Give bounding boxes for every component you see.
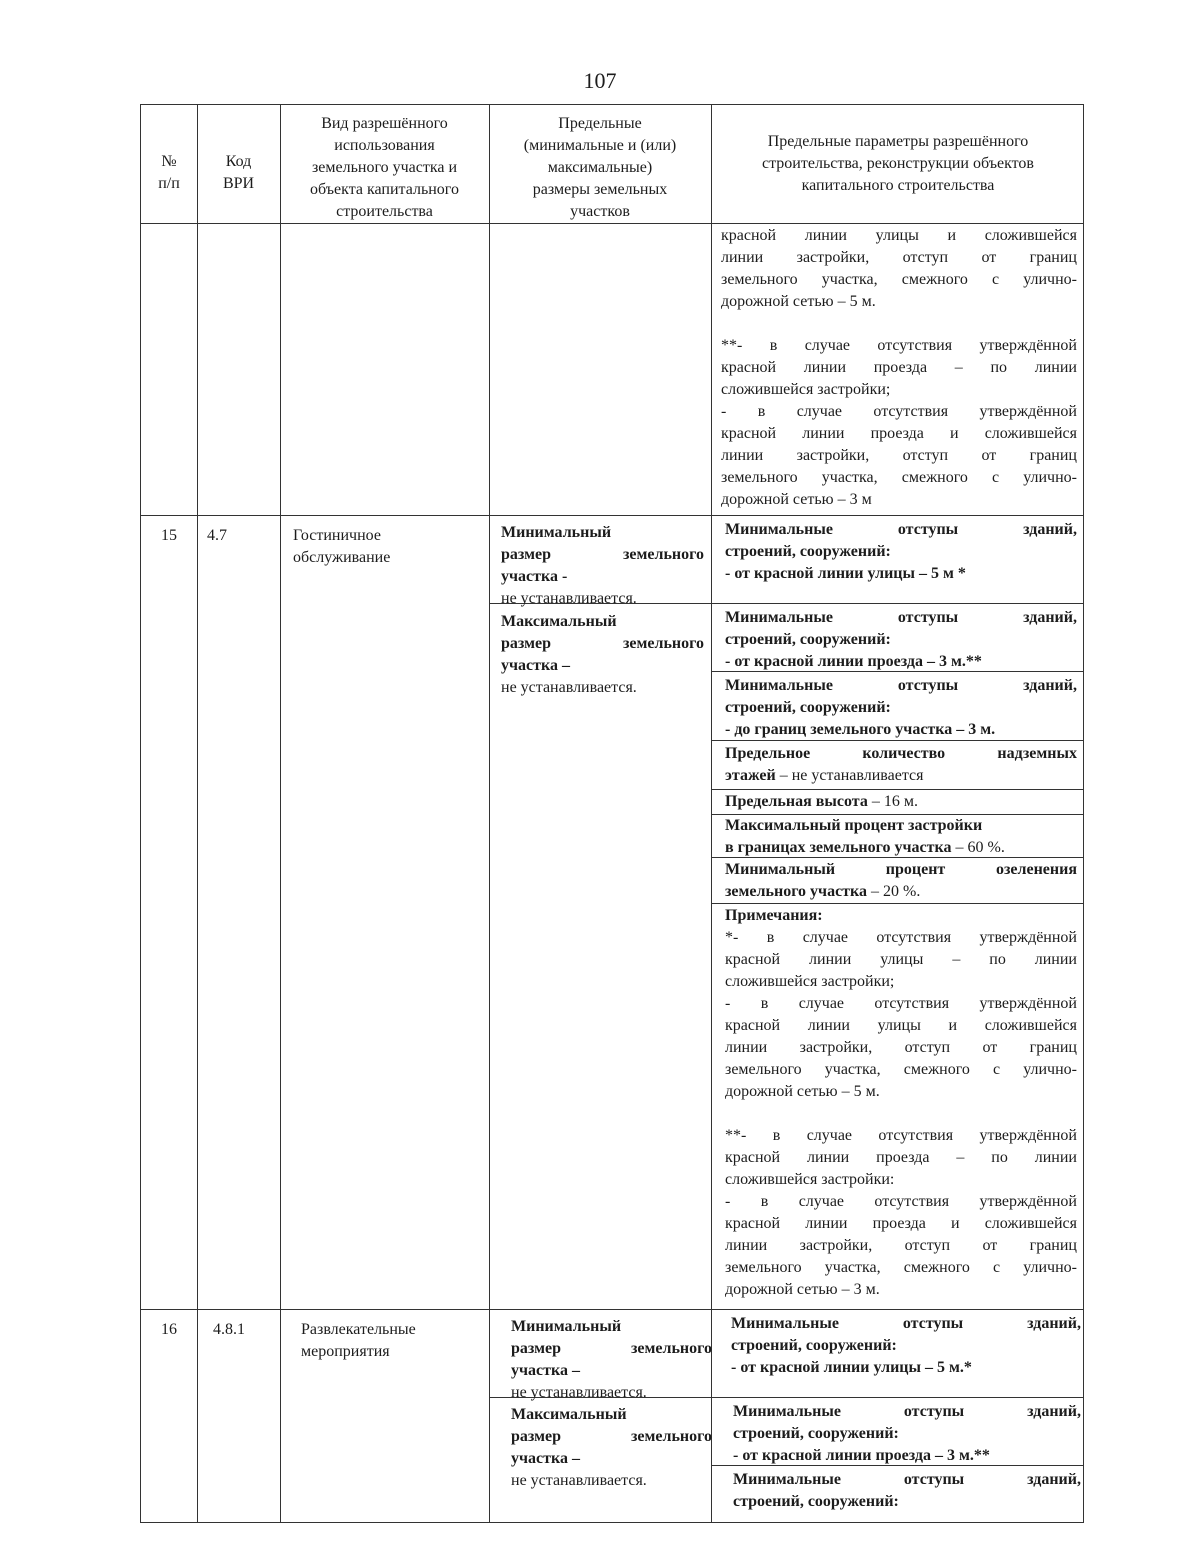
text-line: красной линии проезда – по линии bbox=[725, 1149, 1077, 1166]
row16-param-boundary-setback bbox=[733, 1469, 1081, 1513]
text-line: Гостиничное bbox=[293, 527, 381, 544]
row15-notes bbox=[725, 905, 1077, 1301]
text-line: земельного участка, смежного с улично- bbox=[725, 1259, 1077, 1276]
text-line: **- в случае отсутствия утверждённой bbox=[725, 1127, 1077, 1144]
header-text: ВРИ bbox=[222, 175, 255, 192]
text-line: *- в случае отсутствия утверждённой bbox=[725, 929, 1077, 946]
text-value: – 20 %. bbox=[867, 883, 921, 900]
row15-param-street-setback bbox=[725, 519, 1077, 585]
text-line: Минимальный bbox=[511, 1318, 622, 1335]
text-line: - в случае отсутствия утверждённой bbox=[725, 995, 1077, 1012]
text-line: - в случае отсутствия утверждённой bbox=[725, 1193, 1077, 1210]
text-line: **- в случае отсутствия утверждённой bbox=[721, 337, 1077, 354]
row-separator bbox=[141, 1309, 1083, 1310]
cell-separator bbox=[711, 903, 1083, 904]
row16-code: 4.8.1 bbox=[213, 1321, 245, 1338]
text-line: красной линии проезда – по линии bbox=[721, 359, 1077, 376]
text-line: земельного участка, смежного с улично- bbox=[725, 1061, 1077, 1078]
row15-param-min-greenery bbox=[725, 859, 1077, 903]
row15-param-driveway-setback bbox=[725, 607, 1077, 673]
row15-type bbox=[293, 525, 483, 569]
header-text: Код bbox=[225, 153, 252, 170]
header-text: (минимальные и (или) bbox=[523, 137, 677, 154]
text-line: - от красной линии улицы – 5 м * bbox=[725, 565, 966, 582]
text-line: красной линии улицы и сложившейся bbox=[721, 227, 1077, 244]
text-line: мероприятия bbox=[301, 1343, 390, 1360]
text-line: Минимальные отступы зданий, bbox=[731, 1315, 1081, 1332]
header-text: капитального строительства bbox=[801, 177, 995, 194]
text-line: не устанавливается. bbox=[511, 1384, 647, 1401]
text-line: линии застройки, отступ от границ bbox=[725, 1039, 1077, 1056]
text-line: - в случае отсутствия утверждённой bbox=[721, 403, 1077, 420]
text-line: - от красной линии проезда – 3 м.** bbox=[725, 653, 982, 670]
text-line: не устанавливается. bbox=[501, 590, 637, 607]
text-line: участка – bbox=[501, 657, 570, 674]
row15-param-floors bbox=[725, 743, 1077, 787]
row16-param-driveway-setback bbox=[733, 1401, 1081, 1467]
continuation-params bbox=[721, 225, 1077, 511]
notes-title: Примечания: bbox=[725, 907, 823, 924]
text-line: дорожной сетью – 5 м. bbox=[721, 293, 876, 310]
header-text: Вид разрешённого bbox=[321, 115, 448, 132]
header-num bbox=[141, 151, 197, 195]
text-line: линии застройки, отступ от границ bbox=[725, 1237, 1077, 1254]
header-separator bbox=[141, 223, 1083, 224]
text-line: обслуживание bbox=[293, 549, 391, 566]
text-line: строений, сооружений: bbox=[725, 699, 891, 716]
cell-separator bbox=[711, 789, 1083, 790]
header-text: п/п bbox=[158, 175, 180, 192]
text-line: - от красной линии проезда – 3 м.** bbox=[733, 1447, 990, 1464]
text-line: линии застройки, отступ от границ bbox=[721, 447, 1077, 464]
text-line: строений, сооружений: bbox=[733, 1425, 899, 1442]
header-code bbox=[197, 151, 280, 195]
text-line: размер земельного bbox=[511, 1340, 712, 1357]
header-text: строительства bbox=[336, 203, 433, 220]
row16-type bbox=[301, 1319, 485, 1363]
text-bold: Предельная высота bbox=[725, 793, 868, 810]
row-separator bbox=[141, 515, 1083, 516]
text-line: сложившейся застройки; bbox=[725, 973, 895, 990]
text-line: Предельное количество надземных bbox=[725, 745, 1077, 762]
text-line: красной линии улицы – по линии bbox=[725, 951, 1077, 968]
text-line: Максимальный bbox=[511, 1406, 627, 1423]
row15-param-height bbox=[725, 791, 1077, 813]
header-text: № bbox=[161, 153, 177, 170]
text-line: земельного участка, смежного с улично- bbox=[721, 469, 1077, 486]
text-line: Максимальный процент застройки bbox=[725, 817, 983, 834]
header-text: использования bbox=[334, 137, 435, 154]
header-text: строительства, реконструкции объектов bbox=[762, 155, 1034, 172]
page-number: 107 bbox=[583, 68, 617, 93]
text-line: - до границ земельного участка – 3 м. bbox=[725, 721, 996, 738]
text-line: Минимальные отступы зданий, bbox=[725, 521, 1077, 538]
header-params bbox=[711, 131, 1085, 197]
text-line: Минимальный процент озеленения bbox=[725, 861, 1077, 878]
text-line: Максимальный bbox=[501, 613, 617, 630]
text-line: строений, сооружений: bbox=[731, 1337, 897, 1354]
text-line: строений, сооружений: bbox=[725, 631, 891, 648]
text-line: не устанавливается. bbox=[501, 679, 637, 696]
header-text: объекта капитального bbox=[310, 181, 459, 198]
row15-num: 15 bbox=[161, 527, 177, 544]
text-line: Минимальные отступы зданий, bbox=[733, 1403, 1081, 1420]
text-line: не устанавливается. bbox=[511, 1472, 647, 1489]
header-type bbox=[280, 113, 489, 223]
text-line: красной линии улицы и сложившейся bbox=[725, 1017, 1077, 1034]
header-text: земельного участка и bbox=[311, 159, 458, 176]
text-value: – 16 м. bbox=[867, 793, 918, 810]
header-size bbox=[489, 113, 711, 223]
row16-num: 16 bbox=[161, 1321, 177, 1338]
text-line: строений, сооружений: bbox=[725, 543, 891, 560]
row15-param-boundary-setback bbox=[725, 675, 1077, 741]
text-line: - от красной линии улицы – 5 м.* bbox=[731, 1359, 972, 1376]
text-line: Развлекательные bbox=[301, 1321, 416, 1338]
text-line: сложившейся застройки: bbox=[725, 1171, 895, 1188]
regulations-table bbox=[140, 104, 1084, 1523]
header-text: максимальные) bbox=[547, 159, 653, 176]
text-line: размер земельного bbox=[501, 546, 704, 563]
text-line: линии застройки, отступ от границ bbox=[721, 249, 1077, 266]
row15-min-size bbox=[501, 522, 704, 610]
text-line: строений, сооружений: bbox=[733, 1493, 899, 1510]
text-line: красной линии проезда и сложившейся bbox=[725, 1215, 1077, 1232]
text-line: красной линии проезда и сложившейся bbox=[721, 425, 1077, 442]
row15-param-max-coverage bbox=[725, 815, 1077, 859]
row15-code: 4.7 bbox=[207, 527, 227, 544]
text-line: размер земельного bbox=[511, 1428, 712, 1445]
text-line: Минимальные отступы зданий, bbox=[725, 609, 1077, 626]
text-line: Минимальные отступы зданий, bbox=[725, 677, 1077, 694]
row15-max-size bbox=[501, 611, 704, 699]
text-line: дорожной сетью – 3 м. bbox=[725, 1281, 880, 1298]
text-line: Минимальный bbox=[501, 524, 612, 541]
text-line: участка – bbox=[511, 1362, 580, 1379]
text-value: – 60 %. bbox=[951, 839, 1005, 856]
header-text: участков bbox=[570, 203, 630, 220]
text-bold: земельного участка bbox=[725, 883, 868, 900]
header-text: Предельные параметры разрешённого bbox=[767, 133, 1029, 150]
text-bold: в границах земельного участка bbox=[725, 839, 952, 856]
header-text: размеры земельных bbox=[532, 181, 668, 198]
text-line: участка – bbox=[511, 1450, 580, 1467]
text-line: участка - bbox=[501, 568, 568, 585]
text-line: дорожной сетью – 3 м bbox=[721, 491, 872, 508]
text-line: Минимальные отступы зданий, bbox=[733, 1471, 1081, 1488]
row16-min-size bbox=[511, 1316, 712, 1404]
header-text: Предельные bbox=[558, 115, 642, 132]
text-bold: этажей bbox=[725, 767, 776, 784]
text-line: земельного участка, смежного с улично- bbox=[721, 271, 1077, 288]
row16-max-size bbox=[511, 1404, 712, 1492]
text-line: дорожной сетью – 5 м. bbox=[725, 1083, 880, 1100]
text-line: размер земельного bbox=[501, 635, 704, 652]
row16-param-street-setback bbox=[731, 1313, 1081, 1379]
text-line: сложившейся застройки; bbox=[721, 381, 891, 398]
text-value: – не устанавливается bbox=[775, 767, 924, 784]
